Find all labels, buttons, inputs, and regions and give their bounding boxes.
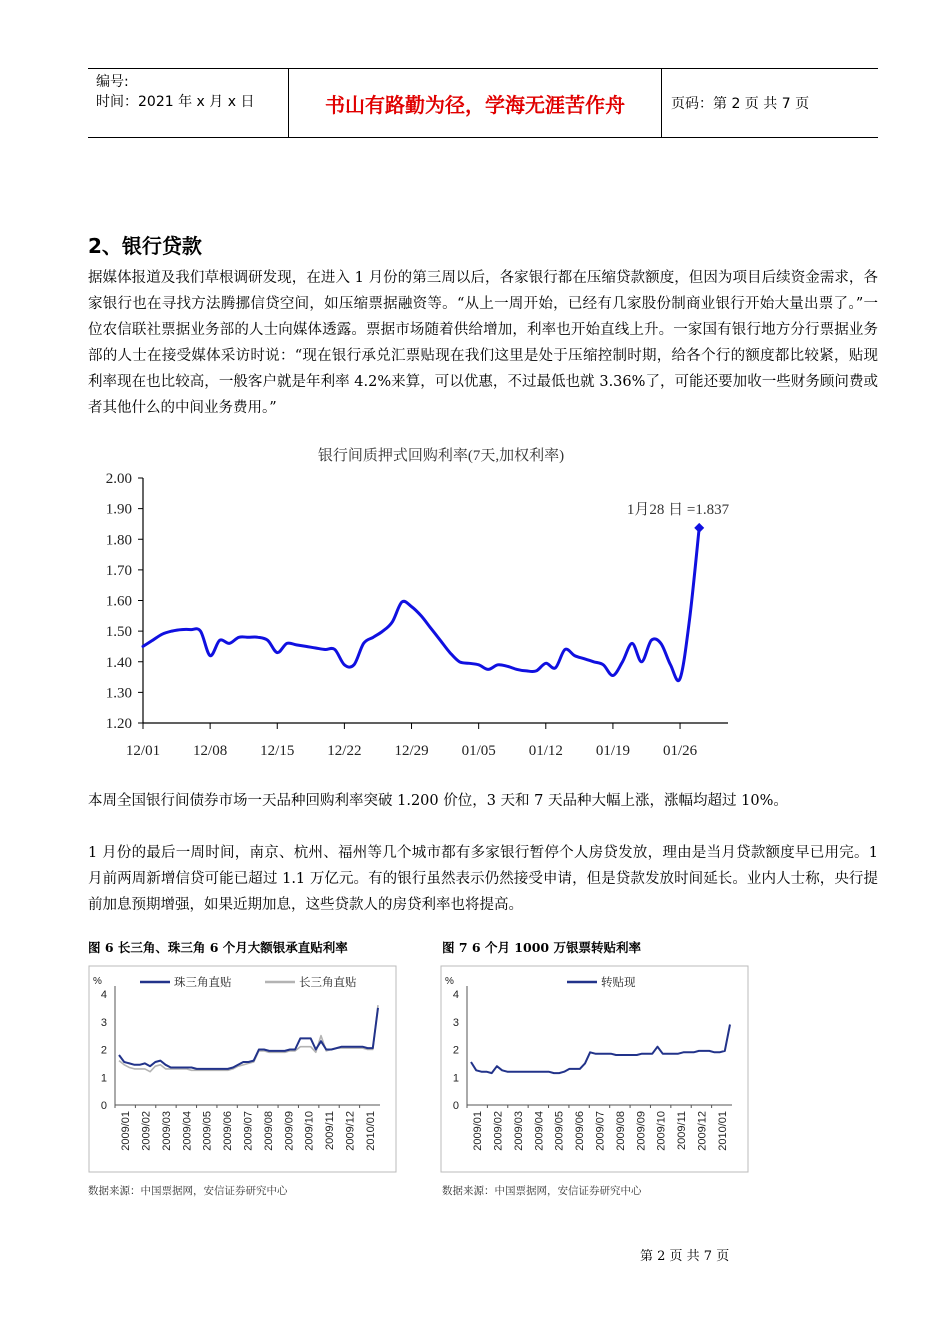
x-tick-label: 2009/12: [696, 1111, 709, 1151]
y-tick-label: 1.40: [105, 654, 132, 671]
x-tick-label: 12/29: [394, 743, 429, 759]
header-motto-cell: [288, 69, 662, 137]
x-tick-label: 2009/01: [120, 1111, 133, 1151]
x-tick-label: 2009/10: [655, 1111, 668, 1151]
y-unit-label: %: [93, 976, 102, 987]
x-tick-label: 2009/04: [181, 1111, 194, 1151]
figure-7-chart: [440, 958, 750, 1173]
x-tick-label: 2009/09: [283, 1111, 296, 1151]
y-tick-label: 4: [100, 989, 107, 1001]
x-tick-label: 2009/05: [201, 1111, 214, 1151]
section-title: 2、银行贷款: [88, 234, 202, 258]
legend-label: 转贴现: [601, 977, 636, 989]
y-tick-label: 3: [452, 1016, 459, 1029]
y-tick-label: 2: [452, 1044, 459, 1057]
x-tick-label: 2009/03: [512, 1111, 525, 1151]
header-motto: 书山有路勤为径，学海无涯苦作舟: [325, 92, 625, 117]
x-tick-label: 01/26: [662, 743, 698, 759]
y-tick-label: 2: [100, 1044, 107, 1057]
x-tick-label: 2009/08: [262, 1111, 275, 1151]
legend-label: 珠三角直贴: [174, 977, 232, 989]
y-tick-label: 1.20: [105, 716, 132, 732]
y-tick-label: 4: [452, 989, 459, 1001]
page-footer: 第 2 页 共 7 页: [640, 1249, 730, 1264]
header-meta: [88, 69, 296, 140]
y-tick-label: 1.50: [105, 624, 132, 641]
page-header: [88, 68, 878, 138]
x-tick-label: 2009/11: [676, 1111, 689, 1150]
figure-7-source: 数据来源：中国票据网，安信证券研究中心: [442, 1185, 642, 1197]
y-tick-label: 1.60: [105, 593, 132, 610]
x-tick-label: 12/01: [125, 743, 161, 759]
legend-label: 长三角直贴: [299, 977, 357, 989]
x-tick-label: 01/05: [461, 743, 496, 759]
series-marker-last: [694, 523, 704, 533]
x-tick-label: 2009/01: [472, 1111, 485, 1151]
series-line-primary: [471, 1025, 730, 1074]
x-tick-label: 2009/10: [303, 1111, 316, 1151]
y-tick-label: 0: [452, 1100, 459, 1112]
header-page-info: 页码：第 2 页 共 7 页: [671, 96, 810, 112]
y-unit-label: %: [445, 976, 454, 987]
x-tick-label: 2010/01: [716, 1111, 729, 1151]
y-tick-label: 1.90: [105, 501, 132, 518]
series-line-primary: [119, 1008, 378, 1069]
y-tick-label: 3: [100, 1016, 107, 1029]
doc-number-label: 编号:: [96, 74, 129, 90]
x-tick-label: 2009/03: [160, 1111, 173, 1151]
y-tick-label: 1: [452, 1072, 459, 1085]
x-tick-label: 2009/08: [614, 1111, 627, 1151]
paragraph-3: 1 月份的最后一周时间，南京、杭州、福州等几个城市都有多家银行暂停个人房贷发放，理由是当月贷款额度早已用完。1 月前两周新增信贷可能已超过 1.1 万亿元。有的银行虽然表示仍然接受申请，但是贷款发放时间延长。业内人士称，央行提前加息预期增强，如果近期加息，这些贷款人的房贷利率也将提高。: [88, 845, 878, 913]
paragraph-1: 据媒体报道及我们草根调研发现，在进入 1 月份的第三周以后，各家银行都在压缩贷款额度，但因为项目后续资金需求，各家银行也在寻找方法腾挪信贷空间，如压缩票据融资等。“从上一周开始，已经有几家股份制商业银行开始大量出票了。”一位农信联社票据业务部的人士向媒体透露。票据市场随着供给增加，利率也开始直线上升。一家国有银行地方分行票据业务部的人士在接受媒体采访时说：“现在银行承兑汇票贴现在我们这里是处于压缩控制时期，给各个行的额度都比较紧，贴现利率现在也比较高，一般客户就是年利率 4.2%来算，可以优惠，不过最低也就 3.36%了，可能还要加收一些财务顾问费或者其他什么的中间业务费用。”: [88, 270, 878, 416]
repo-rate-chart: [88, 438, 778, 768]
figure-6-chart: [88, 958, 400, 1173]
chart-title: 银行间质押式回购利率(7天,加权利率): [317, 448, 565, 464]
x-tick-label: 2009/11: [324, 1111, 337, 1150]
x-tick-label: 2009/06: [222, 1111, 235, 1151]
series-line-repo-rate: [143, 528, 699, 681]
y-tick-label: 1.70: [105, 562, 132, 579]
x-tick-label: 2009/04: [533, 1111, 546, 1151]
x-tick-label: 2009/05: [553, 1111, 566, 1151]
x-tick-label: 12/08: [193, 743, 228, 759]
x-tick-label: 12/22: [327, 743, 362, 759]
chart-annotation: 1月28 日 =1.837: [626, 502, 730, 518]
y-tick-label: 1.80: [105, 532, 132, 549]
y-tick-label: 1.30: [105, 685, 132, 702]
figure-6-source: 数据来源：中国票据网，安信证券研究中心: [88, 1185, 288, 1197]
x-tick-label: 2009/07: [594, 1111, 607, 1151]
y-tick-label: 2.00: [105, 471, 132, 487]
x-tick-label: 01/19: [595, 743, 631, 759]
x-tick-label: 2009/02: [140, 1111, 153, 1151]
y-tick-label: 1: [100, 1072, 107, 1085]
x-tick-label: 2009/12: [344, 1111, 357, 1151]
x-tick-label: 2009/02: [492, 1111, 505, 1151]
x-tick-label: 01/12: [528, 743, 563, 759]
y-tick-label: 0: [100, 1100, 107, 1112]
x-tick-label: 2010/01: [364, 1111, 377, 1151]
x-tick-label: 2009/06: [574, 1111, 587, 1151]
figure-7-title: 图 7 6 个月 1000 万银票转贴利率: [442, 940, 641, 955]
x-tick-label: 2009/09: [635, 1111, 648, 1151]
figure-6-title: 图 6 长三角、珠三角 6 个月大额银承直贴利率: [88, 940, 348, 955]
x-tick-label: 12/15: [260, 743, 295, 759]
doc-time-label: 时间：2021 年 x 月 x 日: [96, 94, 255, 110]
paragraph-2: 本周全国银行间债券市场一天品种回购利率突破 1.200 价位，3 天和 7 天品种大幅上涨，涨幅均超过 10%。: [88, 793, 788, 809]
x-tick-label: 2009/07: [242, 1111, 255, 1151]
